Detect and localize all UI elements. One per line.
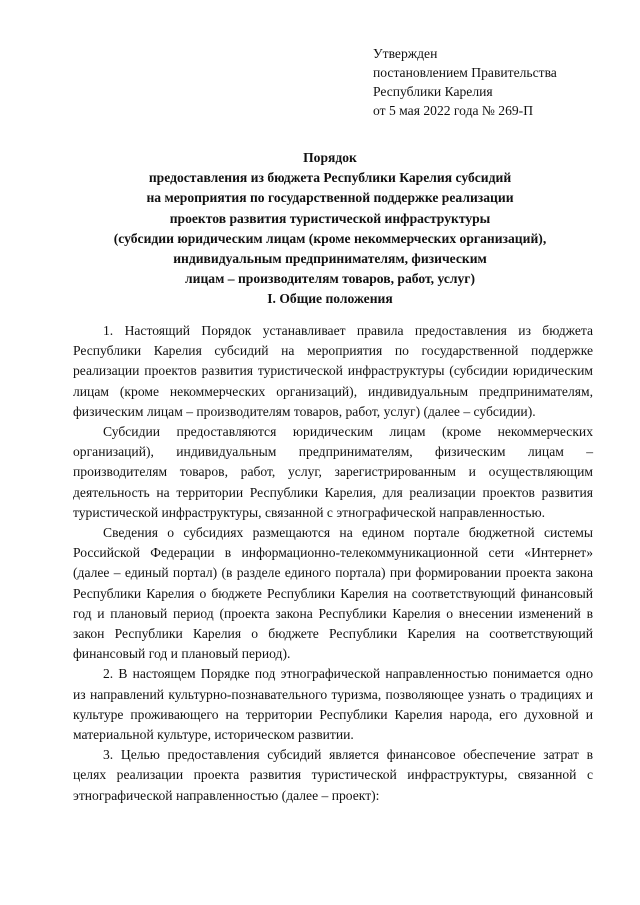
section-heading: I. Общие положения: [267, 291, 393, 306]
body-paragraph: Сведения о субсидиях размещаются на едином портале бюджетной системы Российской Федерации в информационно-телекоммуникационной сети «Интернет» (далее – единый портал) (в разделе единого портала) при формировании проекта закона Республики Карелия о бюджете Республики Карелия на соответствующий финансовый год и плановый период (проекта закона Республики Карелия о внесении изменений в закон Республики Карелия о бюджете Республики Карелия на соответствующий финансовый год и плановый период).: [73, 525, 593, 662]
title-line: (субсидии юридическим лицам (кроме некоммерческих организаций),: [113, 230, 547, 246]
title-line: на мероприятия по государственной поддержке реализации: [146, 190, 514, 206]
title-line: предоставления из бюджета Республики Карелия субсидий: [148, 170, 512, 186]
title-line: Порядок: [303, 150, 357, 165]
document-body: [73, 321, 593, 806]
approval-line: от 5 мая 2022 года № 269-П: [373, 103, 534, 118]
document-title: [70, 148, 590, 289]
body-paragraph: 3. Целью предоставления субсидий является финансовое обеспечение затрат в целях реализации проекта развития туристической инфраструктуры, связанной с этнографической направленностью (далее – проект):: [73, 747, 593, 803]
body-paragraph: Субсидии предоставляются юридическим лицам (кроме некоммерческих организаций), индивидуальным предпринимателям, физическим лицам – производителям товаров, работ, услуг, зарегистрированным и осуществляющим деятельность на территории Республики Карелия, для реализации проектов развития туристической инфраструктуры, связанной с этнографической направленностью.: [73, 424, 593, 520]
title-line: лицам – производителям товаров, работ, услуг): [185, 271, 475, 287]
approval-line: Утвержден: [373, 46, 438, 61]
title-line: индивидуальным предпринимателям, физическим: [173, 251, 487, 267]
approval-line: постановлением Правительства: [373, 65, 557, 80]
title-line: проектов развития туристической инфраструктуры: [169, 210, 491, 226]
body-paragraph: 2. В настоящем Порядке под этнографической направленностью понимается одно из направлений культурно-познавательного туризма, позволяющее узнать о традициях и культуре проживающего на территории Республики Карелия народа, его духовной и материальной культуре, историческом развитии.: [73, 666, 593, 743]
body-paragraph: 1. Настоящий Порядок устанавливает правила предоставления из бюджета Республики Карелия субсидий на мероприятия по государственной поддержке реализации проектов развития туристической инфраструктуры (субсидии юридическим лицам (кроме некоммерческих организаций), индивидуальным предпринимателям, физическим лицам – производителям товаров, работ, услуг) (далее – субсидии).: [73, 323, 593, 419]
approval-line: Республики Карелия: [373, 84, 493, 99]
approval-stamp: [373, 44, 623, 120]
